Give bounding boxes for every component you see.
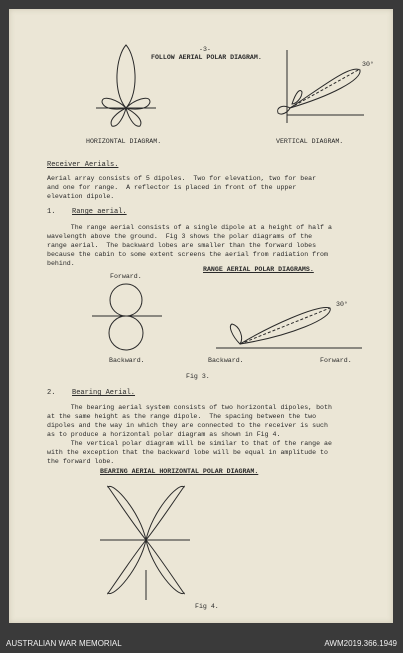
range-diagrams-title: RANGE AERIAL POLAR DIAGRAMS.	[203, 266, 314, 273]
section-number: 1.	[47, 208, 56, 216]
range-text-line: wavelength above the ground. Fig 3 shows the polar diagrams of the	[47, 233, 313, 240]
range-text-line: behind.	[47, 260, 75, 267]
section-number: 2.	[47, 389, 56, 397]
fig4-label: Fig 4.	[195, 603, 219, 610]
footer-accession-number: AWM2019.366.1949	[324, 639, 397, 648]
receiver-text-line: elevation dipole.	[47, 193, 115, 200]
forward-label: Forward.	[110, 273, 142, 280]
fig3-label: Fig 3.	[186, 373, 210, 380]
follow-horizontal-polar-diagram	[96, 45, 156, 126]
range-horizontal-polar-diagram	[92, 284, 162, 350]
bearing-text-line: dipoles and the way in which they are connected to the receiver is such	[47, 422, 328, 429]
vertical-diagram-label: VERTICAL DIAGRAM.	[276, 138, 344, 145]
bearing-text-line: The vertical polar diagram will be similar to that of the range ae	[47, 440, 332, 447]
bearing-text-line: with the exception that the backward lobe will be equal in amplitude to	[47, 449, 328, 456]
follow-aerial-title: FOLLOW AERIAL POLAR DIAGRAM.	[151, 54, 262, 61]
bearing-text-line: the forward lobe.	[47, 458, 115, 465]
range-heading: Range aerial.	[72, 208, 127, 216]
receiver-text-line: Aerial array consists of 5 dipoles. Two for elevation, two for bear	[47, 175, 317, 182]
bearing-horizontal-polar-diagram	[100, 486, 190, 600]
range-text-line: because the cabin to some extent screens the aerial from radiation from	[47, 251, 328, 258]
backward-label: Backward.	[109, 357, 145, 364]
footer-institution: AUSTRALIAN WAR MEMORIAL	[6, 639, 122, 648]
receiver-heading: Receiver Aerials.	[47, 161, 119, 169]
bearing-text-line: at the same height as the range dipole. The spacing between the two	[47, 413, 317, 420]
bearing-text-line: as to produce a horizontal polar diagram as shown in Fig 4.	[47, 431, 281, 438]
follow-vertical-polar-diagram	[278, 50, 364, 123]
receiver-text-line: and one for range. A reflector is placed in front of the upper	[47, 184, 297, 191]
bearing-heading: Bearing Aerial.	[72, 389, 136, 397]
range-vertical-polar-diagram	[216, 308, 362, 348]
horizontal-diagram-label: HORIZONTAL DIAGRAM.	[86, 138, 162, 145]
page-number: -3-	[199, 46, 211, 53]
bearing-text-line: The bearing aerial system consists of two horizontal dipoles, both	[47, 404, 332, 411]
angle-label: 30°	[336, 301, 348, 308]
backward-label: Backward.	[208, 357, 244, 364]
archive-footer-bar	[0, 623, 403, 653]
forward-label: Forward.	[320, 357, 352, 364]
bearing-diagram-title: BEARING AERIAL HORIZONTAL POLAR DIAGRAM.	[100, 468, 259, 475]
range-text-line: The range aerial consists of a single dipole at a height of half a	[47, 224, 332, 231]
range-text-line: range aerial. The backward lobes are smaller than the forward lobes	[47, 242, 317, 249]
angle-label: 30°	[362, 61, 374, 68]
